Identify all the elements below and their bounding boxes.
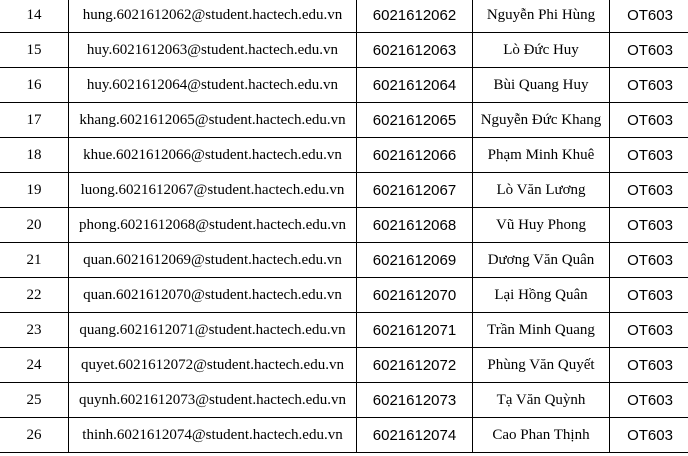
email-cell: quan.6021612069@student.hactech.edu.vn [69,243,357,278]
row-number-cell: 25 [0,383,69,418]
row-number-cell: 16 [0,68,69,103]
student-id-cell: 6021612067 [357,173,473,208]
table-row [0,418,688,453]
table-row [0,278,688,313]
student-id-cell: 6021612066 [357,138,473,173]
email-cell: khue.6021612066@student.hactech.edu.vn [69,138,357,173]
table-row [0,243,688,278]
email-cell: quang.6021612071@student.hactech.edu.vn [69,313,357,348]
email-cell: quan.6021612070@student.hactech.edu.vn [69,278,357,313]
student-name-cell: Nguyễn Đức Khang [473,103,610,138]
row-number-cell: 14 [0,0,69,33]
table-row [0,348,688,383]
class-code-cell: OT603 [610,383,688,418]
student-name-cell: Phạm Minh Khuê [473,138,610,173]
student-name-cell: Nguyễn Phi Hùng [473,0,610,33]
student-name-cell: Trần Minh Quang [473,313,610,348]
student-id-cell: 6021612069 [357,243,473,278]
table-row [0,208,688,243]
student-name-cell: Bùi Quang Huy [473,68,610,103]
student-id-cell: 6021612063 [357,33,473,68]
email-cell: huy.6021612063@student.hactech.edu.vn [69,33,357,68]
row-number-cell: 24 [0,348,69,383]
student-id-cell: 6021612064 [357,68,473,103]
class-code-cell: OT603 [610,173,688,208]
student-name-cell: Tạ Văn Quỳnh [473,383,610,418]
student-name-cell: Dương Văn Quân [473,243,610,278]
email-cell: luong.6021612067@student.hactech.edu.vn [69,173,357,208]
class-code-cell: OT603 [610,33,688,68]
student-id-cell: 6021612070 [357,278,473,313]
row-number-cell: 19 [0,173,69,208]
class-code-cell: OT603 [610,243,688,278]
class-code-cell: OT603 [610,418,688,453]
row-number-cell: 22 [0,278,69,313]
row-number-cell: 26 [0,418,69,453]
email-cell: huy.6021612064@student.hactech.edu.vn [69,68,357,103]
table-row [0,383,688,418]
row-number-cell: 15 [0,33,69,68]
table-row [0,33,688,68]
student-name-cell: Vũ Huy Phong [473,208,610,243]
row-number-cell: 18 [0,138,69,173]
student-name-cell: Lại Hồng Quân [473,278,610,313]
class-code-cell: OT603 [610,348,688,383]
class-code-cell: OT603 [610,138,688,173]
email-cell: quynh.6021612073@student.hactech.edu.vn [69,383,357,418]
email-cell: phong.6021612068@student.hactech.edu.vn [69,208,357,243]
student-id-cell: 6021612065 [357,103,473,138]
row-number-cell: 21 [0,243,69,278]
row-number-cell: 17 [0,103,69,138]
student-name-cell: Phùng Văn Quyết [473,348,610,383]
class-code-cell: OT603 [610,68,688,103]
class-code-cell: OT603 [610,278,688,313]
student-id-cell: 6021612071 [357,313,473,348]
student-id-cell: 6021612074 [357,418,473,453]
table-row [0,0,688,33]
student-id-cell: 6021612068 [357,208,473,243]
table-row [0,173,688,208]
class-code-cell: OT603 [610,313,688,348]
table-row [0,313,688,348]
class-code-cell: OT603 [610,208,688,243]
student-name-cell: Lò Đức Huy [473,33,610,68]
table-row [0,138,688,173]
email-cell: thinh.6021612074@student.hactech.edu.vn [69,418,357,453]
row-number-cell: 20 [0,208,69,243]
student-id-cell: 6021612073 [357,383,473,418]
student-name-cell: Lò Văn Lương [473,173,610,208]
email-cell: hung.6021612062@student.hactech.edu.vn [69,0,357,33]
class-code-cell: OT603 [610,0,688,33]
row-number-cell: 23 [0,313,69,348]
class-code-cell: OT603 [610,103,688,138]
table-row [0,68,688,103]
email-cell: khang.6021612065@student.hactech.edu.vn [69,103,357,138]
student-name-cell: Cao Phan Thịnh [473,418,610,453]
email-cell: quyet.6021612072@student.hactech.edu.vn [69,348,357,383]
table-row [0,103,688,138]
student-id-cell: 6021612072 [357,348,473,383]
student-id-cell: 6021612062 [357,0,473,33]
